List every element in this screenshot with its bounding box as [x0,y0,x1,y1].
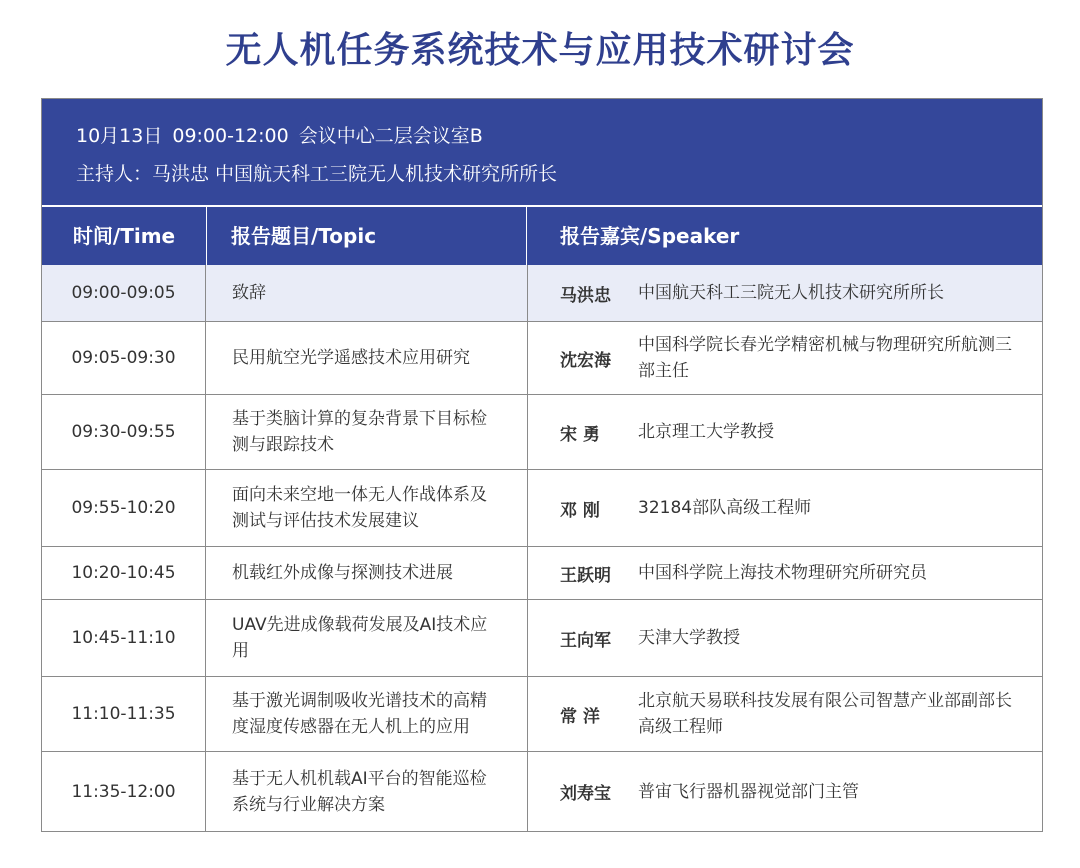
row-topic: 面向未来空地一体无人作战体系及测试与评估技术发展建议 [206,470,528,546]
column-header-speaker: 报告嘉宾/Speaker [560,224,740,248]
row-time: 11:35-12:00 [42,752,206,831]
speaker-affiliation: 普宙飞行器机器视觉部门主管 [638,781,859,802]
table-row [42,322,1042,395]
speaker-affiliation: 北京理工大学教授 [638,422,774,442]
speaker-name: 马洪忠 [560,285,611,306]
table-row [42,470,1042,547]
row-topic: 基于激光调制吸收光谱技术的高精度湿度传感器在无人机上的应用 [206,677,528,751]
speaker-name: 常 洋 [560,706,600,727]
speaker-affiliation: 北京航天易联科技发展有限公司智慧产业部副部长高级工程师 [638,691,1012,737]
session-date: 10月13日 [76,125,163,147]
row-topic: 致辞 [206,265,528,321]
row-topic: 基于无人机机载AI平台的智能巡检系统与行业解决方案 [206,752,528,831]
session-host: 主持人：马洪忠 中国航天科工三院无人机技术研究所所长 [76,163,558,185]
row-time: 09:55-10:20 [42,470,206,546]
session-venue: 会议中心二层会议室B [298,125,483,147]
row-topic: 机载红外成像与探测技术进展 [206,547,528,599]
table-header [42,207,1042,265]
speaker-affiliation: 中国科学院长春光学精密机械与物理研究所航测三部主任 [638,335,1012,381]
table-row [42,752,1042,831]
column-header-time: 时间/Time [42,207,207,265]
table-row [42,265,1042,322]
speaker-name: 王向军 [560,630,611,651]
speaker-name: 刘寿宝 [560,784,611,804]
table-row [42,677,1042,752]
table-row [42,395,1042,470]
column-header-topic: 报告题目/Topic [207,207,527,265]
session-info [76,121,493,148]
row-time: 10:45-11:10 [42,600,206,676]
speaker-affiliation: 天津大学教授 [638,628,740,648]
row-time: 09:00-09:05 [42,265,206,321]
session-banner [42,99,1042,205]
table-row [42,547,1042,600]
speaker-name: 沈宏海 [560,350,611,371]
speaker-affiliation: 中国航天科工三院无人机技术研究所所长 [638,283,944,303]
speaker-name: 邓 刚 [560,500,600,521]
speaker-affiliation: 中国科学院上海技术物理研究所研究员 [638,563,927,583]
row-topic: 基于类脑计算的复杂背景下目标检测与跟踪技术 [206,395,528,469]
row-time: 09:05-09:30 [42,322,206,394]
row-time: 10:20-10:45 [42,547,206,599]
row-topic: 民用航空光学遥感技术应用研究 [206,322,528,394]
speaker-name: 宋 勇 [560,424,600,445]
schedule-table [41,98,1043,832]
session-time: 09:00-12:00 [172,125,289,147]
row-topic: UAV先进成像载荷发展及AI技术应用 [206,600,528,676]
page-title: 无人机任务系统技术与应用技术研讨会 [225,30,855,71]
row-time: 09:30-09:55 [42,395,206,469]
table-row [42,600,1042,677]
speaker-affiliation: 32184部队高级工程师 [638,498,812,518]
speaker-name: 王跃明 [560,565,611,586]
row-time: 11:10-11:35 [42,677,206,751]
